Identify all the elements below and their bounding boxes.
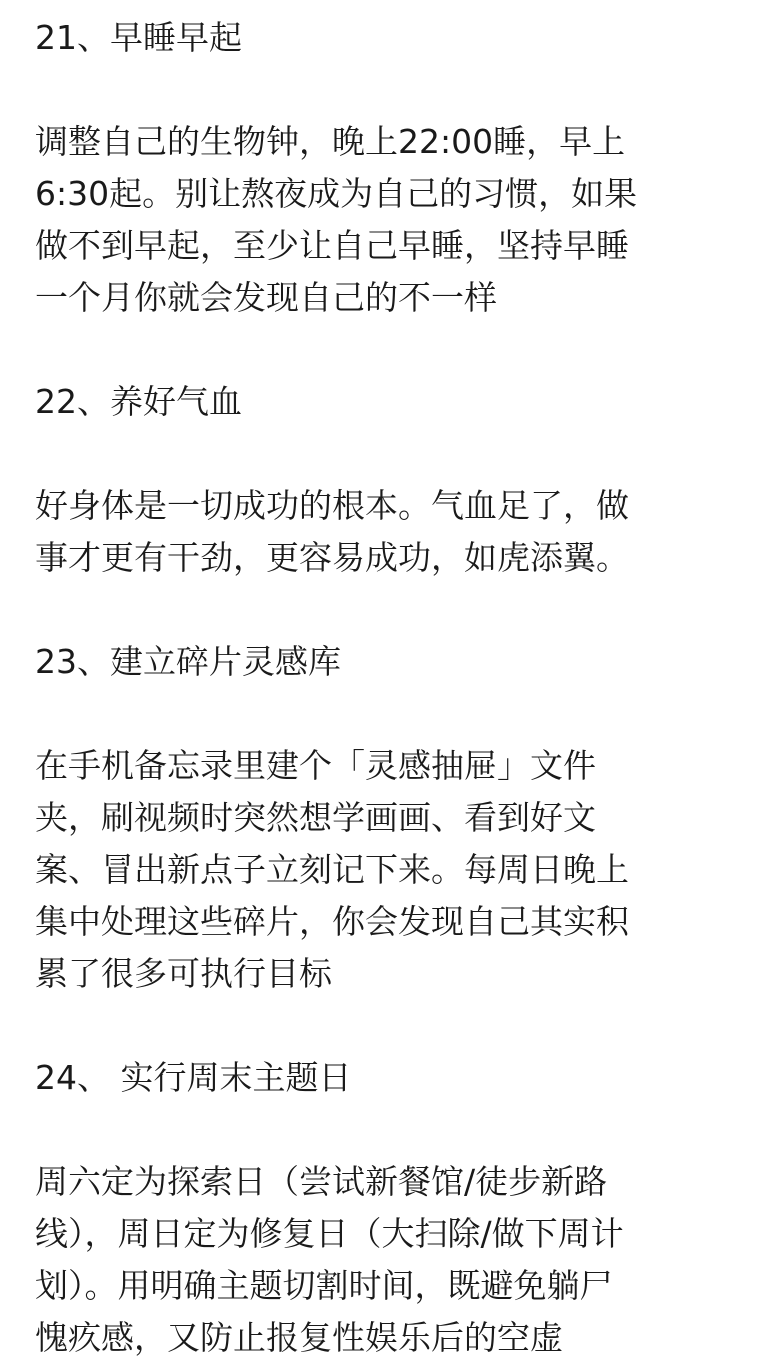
paragraph-line: 集中处理这些碎片，你会发现自己其实积 <box>35 902 629 941</box>
section-heading: 21、早睡早起 <box>35 18 242 57</box>
article-body <box>35 12 735 1364</box>
section-paragraph <box>35 116 735 324</box>
section-paragraph <box>35 740 735 1000</box>
paragraph-line: 累了很多可执行目标 <box>35 954 332 993</box>
paragraph-line: 一个月你就会发现自己的不一样 <box>35 278 497 317</box>
paragraph-line: 做不到早起，至少让自己早睡，坚持早睡 <box>35 226 629 265</box>
section-heading: 24、 实行周末主题日 <box>35 1058 352 1097</box>
section-23 <box>35 636 735 1052</box>
paragraph-line: 在手机备忘录里建个「灵感抽屉」文件 <box>35 746 596 785</box>
paragraph-line: 调整自己的生物钟，晚上22:00睡，早上 <box>35 122 626 161</box>
section-heading: 23、建立碎片灵感库 <box>35 642 341 681</box>
paragraph-line: 划）。用明确主题切割时间，既避免躺尸 <box>35 1266 613 1305</box>
paragraph-line: 愧疚感，又防止报复性娱乐后的空虚 <box>35 1318 563 1357</box>
paragraph-line: 事才更有干劲，更容易成功，如虎添翼。 <box>35 538 629 577</box>
paragraph-line: 夹，刷视频时突然想学画画、看到好文 <box>35 798 596 837</box>
section-24 <box>35 1052 735 1364</box>
paragraph-line: 好身体是一切成功的根本。气血足了，做 <box>35 486 629 525</box>
paragraph-line: 案、冒出新点子立刻记下来。每周日晚上 <box>35 850 629 889</box>
section-21 <box>35 12 735 376</box>
section-22 <box>35 376 735 636</box>
section-paragraph <box>35 480 735 584</box>
paragraph-line: 线），周日定为修复日（大扫除/做下周计 <box>35 1214 624 1253</box>
paragraph-line: 周六定为探索日（尝试新餐馆/徒步新路 <box>35 1162 608 1201</box>
section-heading: 22、养好气血 <box>35 382 242 421</box>
section-paragraph <box>35 1156 735 1364</box>
paragraph-line: 6:30起。别让熬夜成为自己的习惯，如果 <box>35 174 638 213</box>
